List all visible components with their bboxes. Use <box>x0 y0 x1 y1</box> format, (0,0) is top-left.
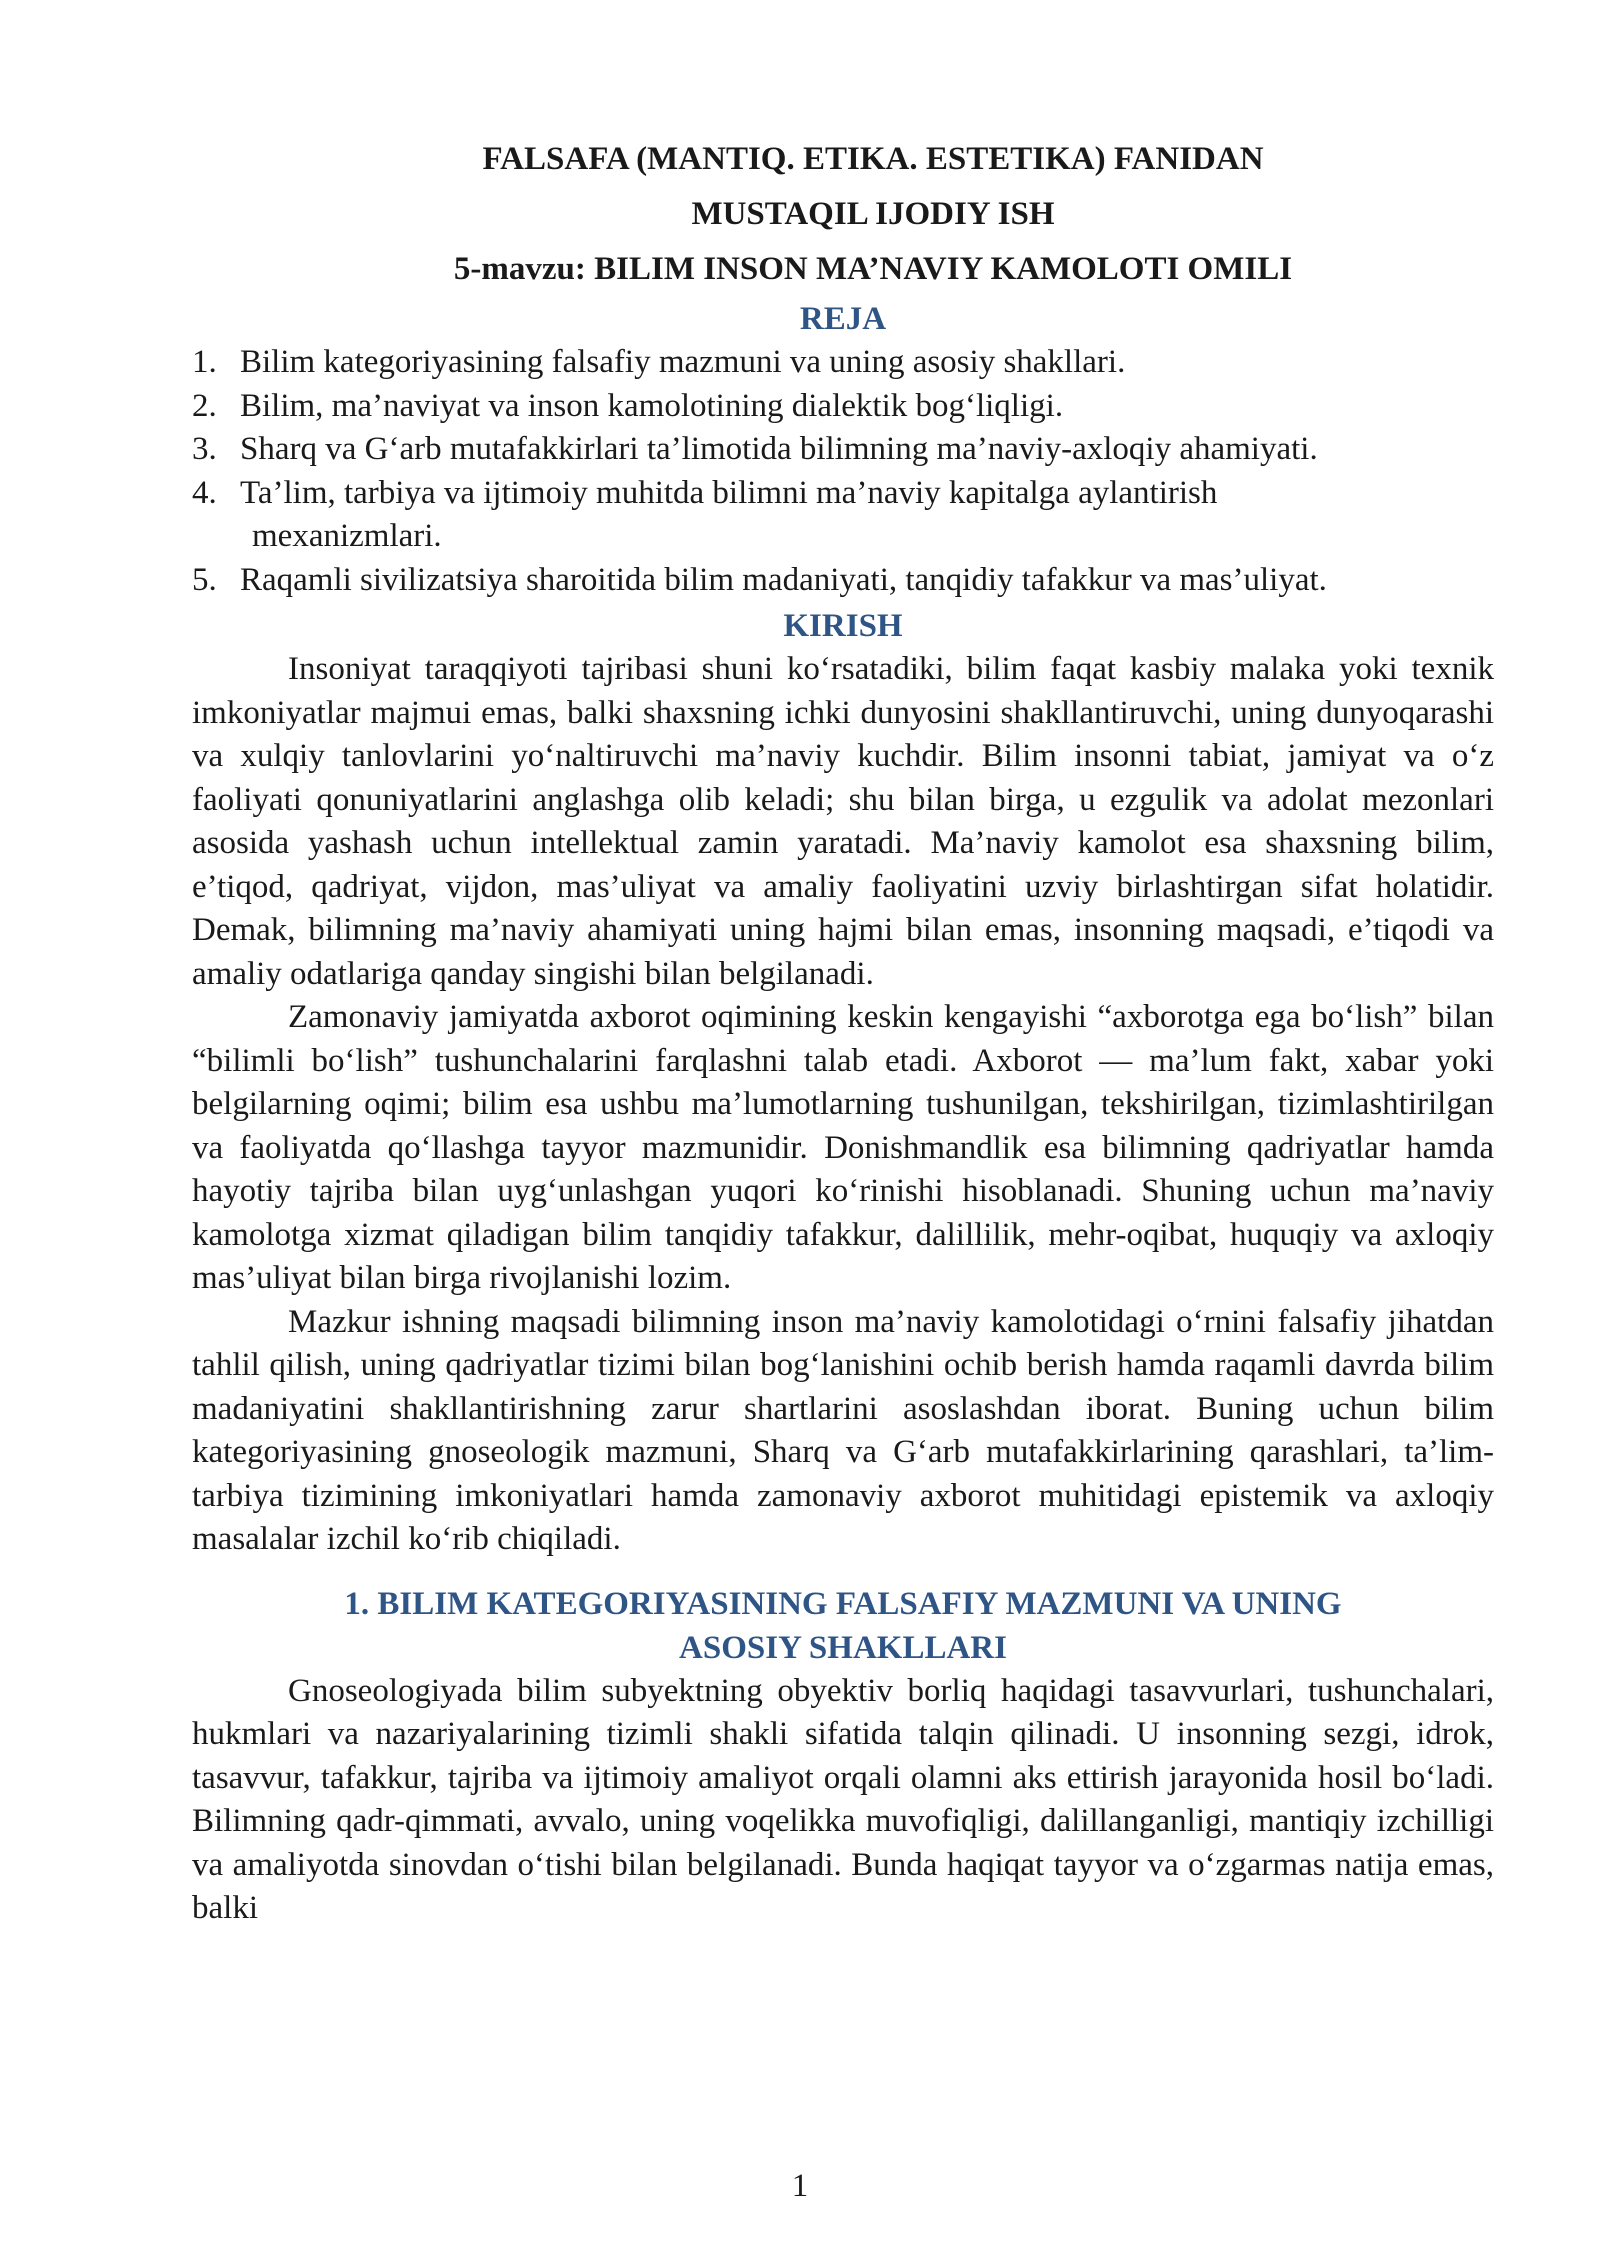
plan-item <box>192 341 1494 385</box>
title-line-1: FALSAFA (MANTIQ. ETIKA. ESTETIKA) FANIDAN <box>482 141 1264 177</box>
plan-list <box>192 341 1494 602</box>
intro-paragraph-1: Insoniyat taraqqiyoti tajribasi shuni ko‘rsatadiki, bilim faqat kasbiy malaka yoki texnik imkoniyatlar majmui emas, balki shaxsning ichki dunyosini shakllantiruvchi, uning dunyoqarashi va xulqiy tanlovlarini yo‘naltiruvchi ma’naviy kuchdir. Bilim insonni tabiat, jamiyat va o‘z faoliyati qonuniyatlarini anglashga olib keladi; shu bilan birga, u ezgulik va adolat mezonlari asosida yashash uchun intellektual zamin yaratadi. Ma’naviy kamolot esa shaxsning bilim, e’tiqod, qadriyat, vijdon, mas’uliyat va amaliy faoliyatini uzviy birlashtirgan sifat holatidir. Demak, bilimning ma’naviy ahamiyati uning hajmi bilan emas, insonning maqsadi, e’tiqodi va amaliy odatlariga qanday singishi bilan belgilanadi. <box>192 651 1494 992</box>
plan-item-text: Raqamli sivilizatsiya sharoitida bilim madaniyati, tanqidiy tafakkur va mas’uliyat. <box>240 561 1327 598</box>
plan-item-text: Bilim, ma’naviyat va inson kamolotining dialektik bog‘liqligi. <box>240 387 1064 424</box>
plan-item-text-continuation: mexanizmlari. <box>252 518 442 554</box>
plan-item-number: 4. <box>192 474 217 511</box>
plan-item-number: 3. <box>192 431 217 467</box>
intro-paragraph-3: Mazkur ishning maqsadi bilimning inson ma’naviy kamolotidagi o‘rnini falsafiy jihatdan tahlil qilish, uning qadriyatlar tizimi bilan bog‘lanishini ochib berish hamda raqamli davrda bilim madaniyatini shakllantirishning zarur shartlarini asoslashdan iborat. Buning uchun bilim kategoriyasining gnoseologik mazmuni, Sharq va G‘arb mutafakkirlarining qarashlari, ta’lim-tarbiya tizimining imkoniyatlari hamda zamonaviy axborot muhitidagi epistemik va axloqiy masalalar izchil ko‘rib chiqiladi. <box>192 1303 1494 1557</box>
document-title <box>252 132 1494 297</box>
document-page <box>192 132 1494 1931</box>
plan-item-text: Sharq va G‘arb mutafakkirlari ta’limotida bilimning ma’naviy-axloqiy ahamiyati. <box>240 431 1318 467</box>
section-1-heading-line-1: 1. BILIM KATEGORIYASINING FALSAFIY MAZMUNI VA UNING <box>344 1585 1342 1622</box>
intro-paragraph-2: Zamonaviy jamiyatda axborot oqimining keskin kengayishi “axborotga ega bo‘lish” bilan “bilimli bo‘lish” tushunchalarini farqlashni talab etadi. Axborot — ma’lum fakt, xabar yoki belgilarning oqimi; bilim esa ushbu ma’lumotlarning tushunilgan, tekshirilgan, tizimlashtirilgan va faoliyatda qo‘llashga tayyor mazmunidir. Donishmandlik esa bilimning qadriyatlar hamda hayotiy tajriba bilan uyg‘unlashgan yuqori ko‘rinishi hisoblanadi. Shuning uchun ma’naviy kamolotga xizmat qiladigan bilim tanqidiy tafakkur, dalillilik, mehr-oqibat, huquqiy va axloqiy mas’uliyat bilan birga rivojlanishi lozim. <box>192 999 1494 1296</box>
section-1-heading-line-2: ASOSIY SHAKLLARI <box>679 1629 1007 1666</box>
plan-item-text-wrapper <box>240 472 1494 559</box>
plan-item-text: Bilim kategoriyasining falsafiy mazmuni va uning asosiy shakllari. <box>240 344 1126 380</box>
plan-item-number: 1. <box>192 344 217 380</box>
plan-item <box>192 559 1494 603</box>
intro-heading: KIRISH <box>783 608 903 644</box>
plan-heading: REJA <box>799 301 887 337</box>
section-1-heading <box>192 1582 1494 1670</box>
plan-item-number: 2. <box>192 387 217 424</box>
plan-item <box>192 385 1494 429</box>
topic-title: 5-mavzu: BILIM INSON MA’NAVIY KAMOLOTI OMILI <box>453 251 1293 287</box>
plan-item-text: Ta’lim, tarbiya va ijtimoiy muhitda bilimni ma’naviy kapitalga aylantirish <box>240 474 1218 511</box>
section-1-paragraph: Gnoseologiyada bilim subyektning obyektiv borliq haqidagi tasavvurlari, tushunchalari, hukmlari va nazariyalarining tizimli shakli sifatida talqin qilinadi. U insonning sezgi, idrok, tasavvur, tafakkur, tajriba va ijtimoiy amaliyot orqali olamni aks ettirish jarayonida hosil bo‘ladi. Bilimning qadr-qimmati, avvalo, uning voqelikka muvofiqligi, dalillanganligi, mantiqiy izchilligi va amaliyotda sinovdan o‘tishi bilan belgilanadi. Bunda haqiqat tayyor va o‘zgarmas natija emas, balki <box>192 1672 1494 1926</box>
page-number: 1 <box>791 2168 809 2204</box>
plan-item <box>192 428 1494 472</box>
title-line-2: MUSTAQIL IJODIY ISH <box>691 196 1055 232</box>
plan-item <box>192 472 1494 559</box>
plan-item-number: 5. <box>192 561 217 598</box>
